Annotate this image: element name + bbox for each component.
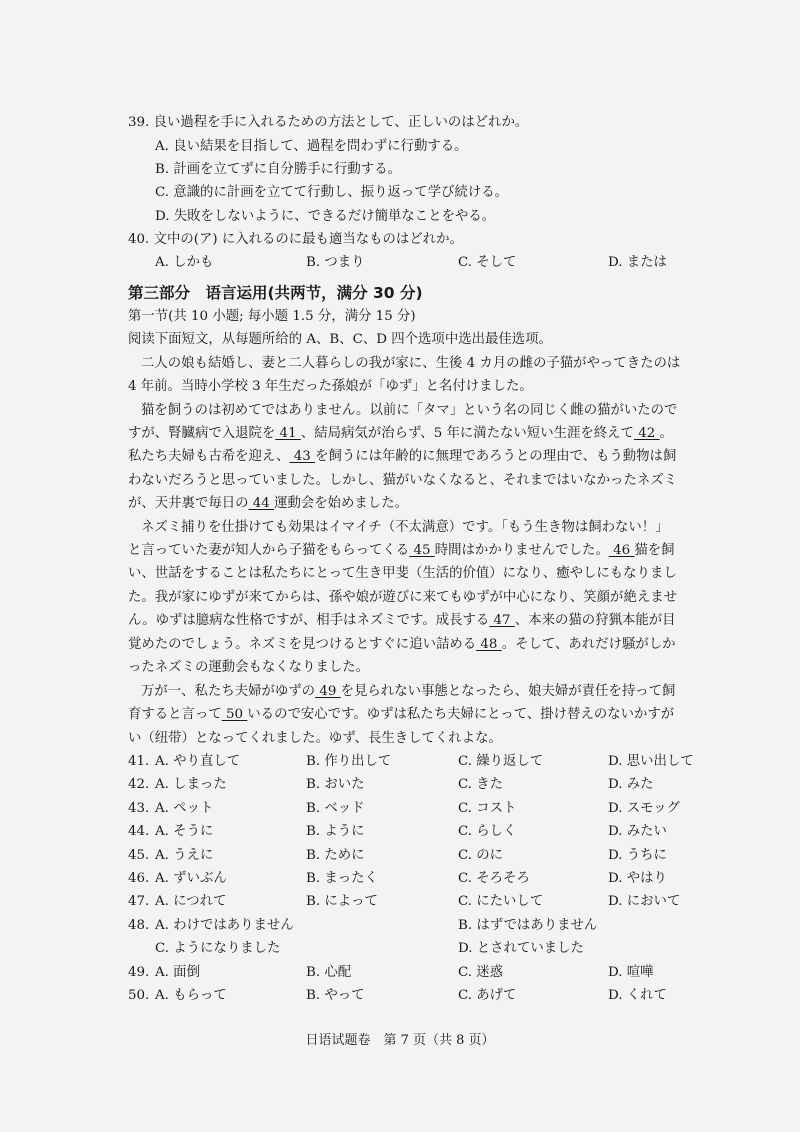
option-a: A. ペット bbox=[155, 801, 214, 816]
option-d: D. スモッグ bbox=[608, 801, 680, 816]
option-b: B. ベッド bbox=[306, 801, 365, 816]
passage-line-17: い（纽带）となってくれました。ゆず、長生きしてくれよな。 bbox=[128, 731, 502, 746]
question-40-option-b: B. つまり bbox=[306, 255, 365, 270]
option-a: A. やり直して bbox=[155, 754, 241, 769]
option-b: B. おいた bbox=[306, 777, 365, 792]
option-b: B. まったく bbox=[306, 871, 378, 886]
passage-line-14: ったネズミの運動会もなくなりました。 bbox=[128, 660, 370, 675]
blank-44: 44 bbox=[248, 496, 275, 511]
passage-line-10: い、世話をすることは私たちにとって生き甲斐（生活的价值）になり、癒やしにもなりまし bbox=[128, 566, 677, 581]
section-instruction: 阅读下面短文，从每题所给的 A、B、C、D 四个选项中选出最佳选项。 bbox=[128, 332, 552, 347]
option-b: B. 心配 bbox=[306, 965, 352, 980]
option-c: C. ようになりました bbox=[155, 941, 281, 956]
passage-line-4: すが、腎臓病で入退院を 41 、結局病気が治らず、5 年に満たない短い生涯を終えて 42 。 bbox=[128, 426, 673, 441]
option-a: A. うえに bbox=[155, 848, 214, 863]
option-b: B. ために bbox=[306, 848, 365, 863]
option-d: D. 思い出して bbox=[608, 754, 694, 769]
blank-47: 47 bbox=[489, 613, 515, 628]
option-c: C. あげて bbox=[458, 988, 517, 1003]
option-d: D. みたい bbox=[608, 824, 667, 839]
option-number: 44. bbox=[128, 824, 150, 839]
question-40-option-c: C. そして bbox=[458, 255, 517, 270]
question-40-stem: 40. 文中の(ア) に入れるのに最も適当なものはどれか。 bbox=[128, 232, 463, 247]
passage-line-6: わないだろうと思っていました。しかし、猫がいなくなると、それまではいなかったネズミ bbox=[128, 473, 678, 488]
blank-43: 43 bbox=[289, 449, 316, 464]
option-number: 45. bbox=[128, 848, 150, 863]
option-number: 42. bbox=[128, 777, 150, 792]
passage-line-8: ネズミ捕りを仕掛けても効果はイマイチ（不太满意）です。「もう生き物は飼わない！」 bbox=[141, 520, 669, 535]
option-c: C. らしく bbox=[458, 824, 517, 839]
option-d: D. とされていました bbox=[458, 941, 584, 956]
option-c: C. きた bbox=[458, 777, 504, 792]
option-c: C. コスト bbox=[458, 801, 517, 816]
question-39-option-b: B. 計画を立てずに自分勝手に行動する。 bbox=[155, 162, 401, 177]
option-a: A. わけではありません bbox=[155, 918, 294, 933]
option-b: B. によって bbox=[306, 894, 378, 909]
option-number: 47. bbox=[128, 894, 150, 909]
option-c: C. 繰り返して bbox=[458, 754, 544, 769]
option-d: D. 喧嘩 bbox=[608, 965, 654, 980]
option-a: A. もらって bbox=[155, 988, 227, 1003]
blank-48: 48 bbox=[476, 637, 502, 652]
passage-line-7: が、天井裏で毎日の 44 運動会を始めました。 bbox=[128, 496, 408, 511]
question-39-option-a: A. 良い結果を目指して、過程を問わずに行動する。 bbox=[155, 139, 468, 154]
option-a: A. しまった bbox=[155, 777, 227, 792]
blank-46: 46 bbox=[608, 543, 635, 558]
option-a: A. 面倒 bbox=[155, 965, 200, 980]
page-footer: 日语试题卷 第 7 页（共 8 页） bbox=[305, 1033, 495, 1048]
passage-line-1: 二人の娘も結婚し、妻と二人暮らしの我が家に、生後 4 カ月の雌の子猫がやってきたのは bbox=[141, 356, 681, 371]
blank-45: 45 bbox=[409, 543, 435, 558]
question-40-option-d: D. または bbox=[608, 255, 667, 270]
section-subtitle: 第一节(共 10 小题; 每小题 1.5 分，满分 15 分) bbox=[128, 309, 416, 324]
passage-line-12: ん。ゆずは臆病な性格ですが、相手はネズミです。成長する 47 、本来の猫の狩猟本能が目 bbox=[128, 613, 676, 628]
passage-line-9: と言っていた妻が知人から子猫をもらってくる 45 時間はかかりませんでした。 46 猫を飼 bbox=[128, 543, 675, 558]
question-39-option-d: D. 失敗をしないように、できるだけ簡単なことをやる。 bbox=[155, 209, 496, 224]
passage-line-16: 育すると言って 50 いるので安心です。ゆずは私たち夫婦にとって、掛け替えのないかすが bbox=[128, 707, 675, 722]
option-d: D. みた bbox=[608, 777, 654, 792]
blank-49: 49 bbox=[315, 684, 341, 699]
option-a: A. そうに bbox=[155, 824, 214, 839]
option-number: 41. bbox=[128, 754, 150, 769]
question-39-stem: 39. 良い過程を手に入れるための方法として、正しいのはどれか。 bbox=[128, 115, 529, 130]
option-b: B. 作り出して bbox=[306, 754, 392, 769]
option-number: 50. bbox=[128, 988, 150, 1003]
option-b: B. はずではありません bbox=[458, 918, 598, 933]
option-c: C. そろそろ bbox=[458, 871, 530, 886]
option-c: C. 迷惑 bbox=[458, 965, 504, 980]
option-d: D. において bbox=[608, 894, 681, 909]
passage-line-11: た。我が家にゆずが来てからは、孫や娘が遊びに来てもゆずが中心になり、笑顔が絶えませ bbox=[128, 590, 678, 605]
option-d: D. うちに bbox=[608, 848, 667, 863]
option-number: 48. bbox=[128, 918, 150, 933]
option-b: B. ように bbox=[306, 824, 365, 839]
passage-line-3: 猫を飼うのは初めてではありません。以前に「タマ」という名の同じく雌の猫がいたので bbox=[141, 403, 678, 418]
blank-42: 42 bbox=[633, 426, 660, 441]
option-c: C. にたいして bbox=[458, 894, 544, 909]
option-c: C. のに bbox=[458, 848, 504, 863]
question-39-option-c: C. 意識的に計画を立てて行動し、振り返って学び続ける。 bbox=[155, 185, 509, 200]
question-40-option-a: A. しかも bbox=[155, 255, 214, 270]
passage-line-13: 覚めたのでしょう。ネズミを見つけるとすぐに追い詰める 48 。そして、あれだけ騒がしか bbox=[128, 637, 676, 652]
option-d: D. くれて bbox=[608, 988, 667, 1003]
blank-41: 41 bbox=[275, 426, 301, 441]
option-a: A. につれて bbox=[155, 894, 227, 909]
option-d: D. やはり bbox=[608, 871, 667, 886]
passage-line-15: 万が一、私たち夫婦がゆずの 49 を見られない事態となったら、娘夫婦が責任を持って飼 bbox=[141, 684, 676, 699]
option-a: A. ずいぶん bbox=[155, 871, 227, 886]
option-b: B. やって bbox=[306, 988, 365, 1003]
blank-50: 50 bbox=[221, 707, 248, 722]
passage-line-5: 私たち夫婦も古希を迎え、 43 を飼うには年齢的に無理であろうとの理由で、もう動物は飼 bbox=[128, 449, 677, 464]
passage-line-2: 4 年前。当時小学校 3 年生だった孫娘が「ゆず」と名付けました。 bbox=[128, 379, 533, 394]
section-title: 第三部分 语言运用(共两节，满分 30 分) bbox=[128, 284, 423, 302]
option-number: 49. bbox=[128, 965, 150, 980]
option-number: 43. bbox=[128, 801, 150, 816]
option-number: 46. bbox=[128, 871, 150, 886]
